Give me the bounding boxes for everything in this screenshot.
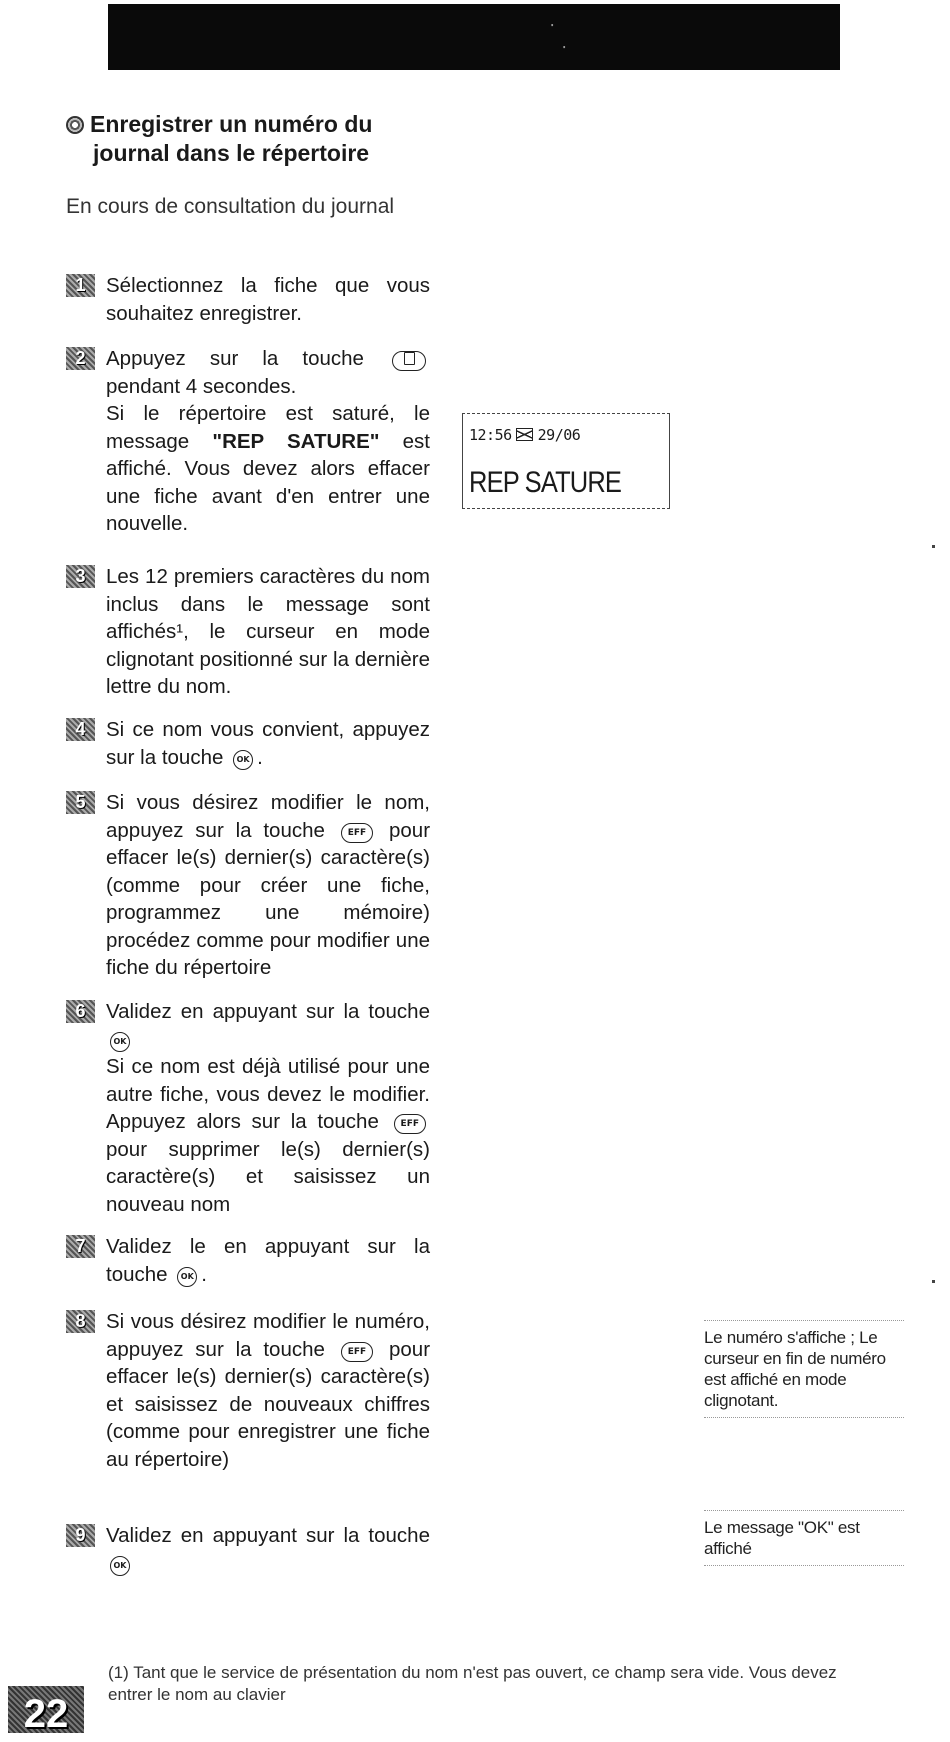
step-text: pendant 4 secondes. xyxy=(106,374,297,398)
scan-speck: ⋅ xyxy=(560,40,569,56)
ok-key-icon: OK xyxy=(110,1032,130,1052)
step-number: 6 xyxy=(66,1000,95,1023)
step-text: est affiché. Vous devez alors effacer une fiche avant d'en entrer une nouvelle. xyxy=(106,429,430,535)
step-9 xyxy=(66,1522,430,1577)
step-7 xyxy=(66,1233,430,1288)
step-text: Les 12 premiers caractères du nom inclus dans le message sont affichés¹, le curseur en mode clignotant positionné sur la dernière lettre du nom. xyxy=(106,565,430,698)
ok-key-icon: OK xyxy=(110,1556,130,1576)
step-number: 3 xyxy=(66,565,95,588)
step-number: 8 xyxy=(66,1310,95,1333)
step-number: 9 xyxy=(66,1524,95,1547)
scan-mark xyxy=(932,545,935,548)
lcd-time: 12:56 xyxy=(469,426,512,444)
header-bar xyxy=(108,4,840,70)
side-note-number: Le numéro s'affiche ; Le curseur en fin de numéro est affiché en mode clignotant. xyxy=(704,1320,904,1418)
lcd-message: REP SATURE xyxy=(469,466,622,499)
step-text: Validez le en appuyant sur la touche xyxy=(106,1235,430,1286)
step-text: . xyxy=(201,1262,207,1286)
eff-key-icon: EFF xyxy=(341,1342,373,1362)
eff-key-icon: EFF xyxy=(341,823,373,843)
step-2 xyxy=(66,345,430,538)
step-number: 5 xyxy=(66,791,95,814)
step-text: . xyxy=(257,745,263,769)
step-text: Si ce nom est déjà utilisé pour une autre fiche, vous devez le modifier. Appuyez alors sur la touche xyxy=(106,1055,430,1133)
step-number: 4 xyxy=(66,718,95,741)
step-text: Appuyez sur la touche xyxy=(106,347,364,370)
step-1 xyxy=(66,272,430,327)
step-text: Si vous désirez modifier le numéro, appuyez sur la touche xyxy=(106,1310,430,1361)
title-line-2: journal dans le répertoire xyxy=(93,140,370,166)
side-note-ok: Le message "OK" est affiché xyxy=(704,1510,904,1566)
step-5 xyxy=(66,789,430,982)
step-text: Si vous désirez modifier le nom, appuyez sur la touche xyxy=(106,791,430,842)
ok-key-icon: OK xyxy=(177,1267,197,1287)
intro-text: En cours de consultation du journal xyxy=(66,195,395,218)
step-text: pour effacer le(s) dernier(s) caractère(s) et saisissez de nouveaux chiffres (comme pour enregistrer une fiche au répertoire) xyxy=(106,1337,431,1471)
step-text: Validez en appuyant sur la touche xyxy=(106,1000,430,1023)
step-text: Si le répertoire est saturé, le message xyxy=(106,402,430,453)
step-6 xyxy=(66,998,430,1218)
section-title xyxy=(66,110,436,168)
page-number: 22 xyxy=(8,1686,84,1733)
step-4 xyxy=(66,716,430,771)
step-number: 2 xyxy=(66,347,95,370)
step-text: Validez en appuyant sur la touche xyxy=(106,1524,430,1547)
ok-key-icon: OK xyxy=(233,750,253,770)
bullet-icon xyxy=(66,116,84,134)
step-text: Si ce nom vous convient, appuyez sur la touche xyxy=(106,718,430,769)
step-8 xyxy=(66,1308,430,1473)
step-number: 7 xyxy=(66,1235,95,1258)
scan-mark xyxy=(932,1280,935,1283)
footnote: (1) Tant que le service de présentation du nom n'est pas ouvert, ce champ sera vide. Vous devez entrer le nom au clavier xyxy=(108,1663,837,1704)
envelope-icon xyxy=(516,428,533,441)
title-line-1: Enregistrer un numéro du xyxy=(90,111,373,137)
step-message: "REP SATURE" xyxy=(212,429,380,453)
eff-key-icon: EFF xyxy=(394,1114,426,1134)
scan-speck: ⋅ xyxy=(548,18,557,34)
step-3 xyxy=(66,563,430,701)
lcd-display xyxy=(462,413,670,509)
step-number: 1 xyxy=(66,274,95,297)
lcd-date: 29/06 xyxy=(537,426,581,444)
step-text: Sélectionnez la fiche que vous souhaitez enregistrer. xyxy=(106,274,430,325)
step-text: pour effacer le(s) dernier(s) caractère(s) (comme pour créer une fiche, programmez une mémoire) procédez comme pour modifier une fiche du répertoire xyxy=(106,818,431,979)
directory-key-icon xyxy=(392,351,426,371)
step-text: pour supprimer le(s) dernier(s) caractère(s) et saisissez un nouveau nom xyxy=(106,1137,430,1216)
